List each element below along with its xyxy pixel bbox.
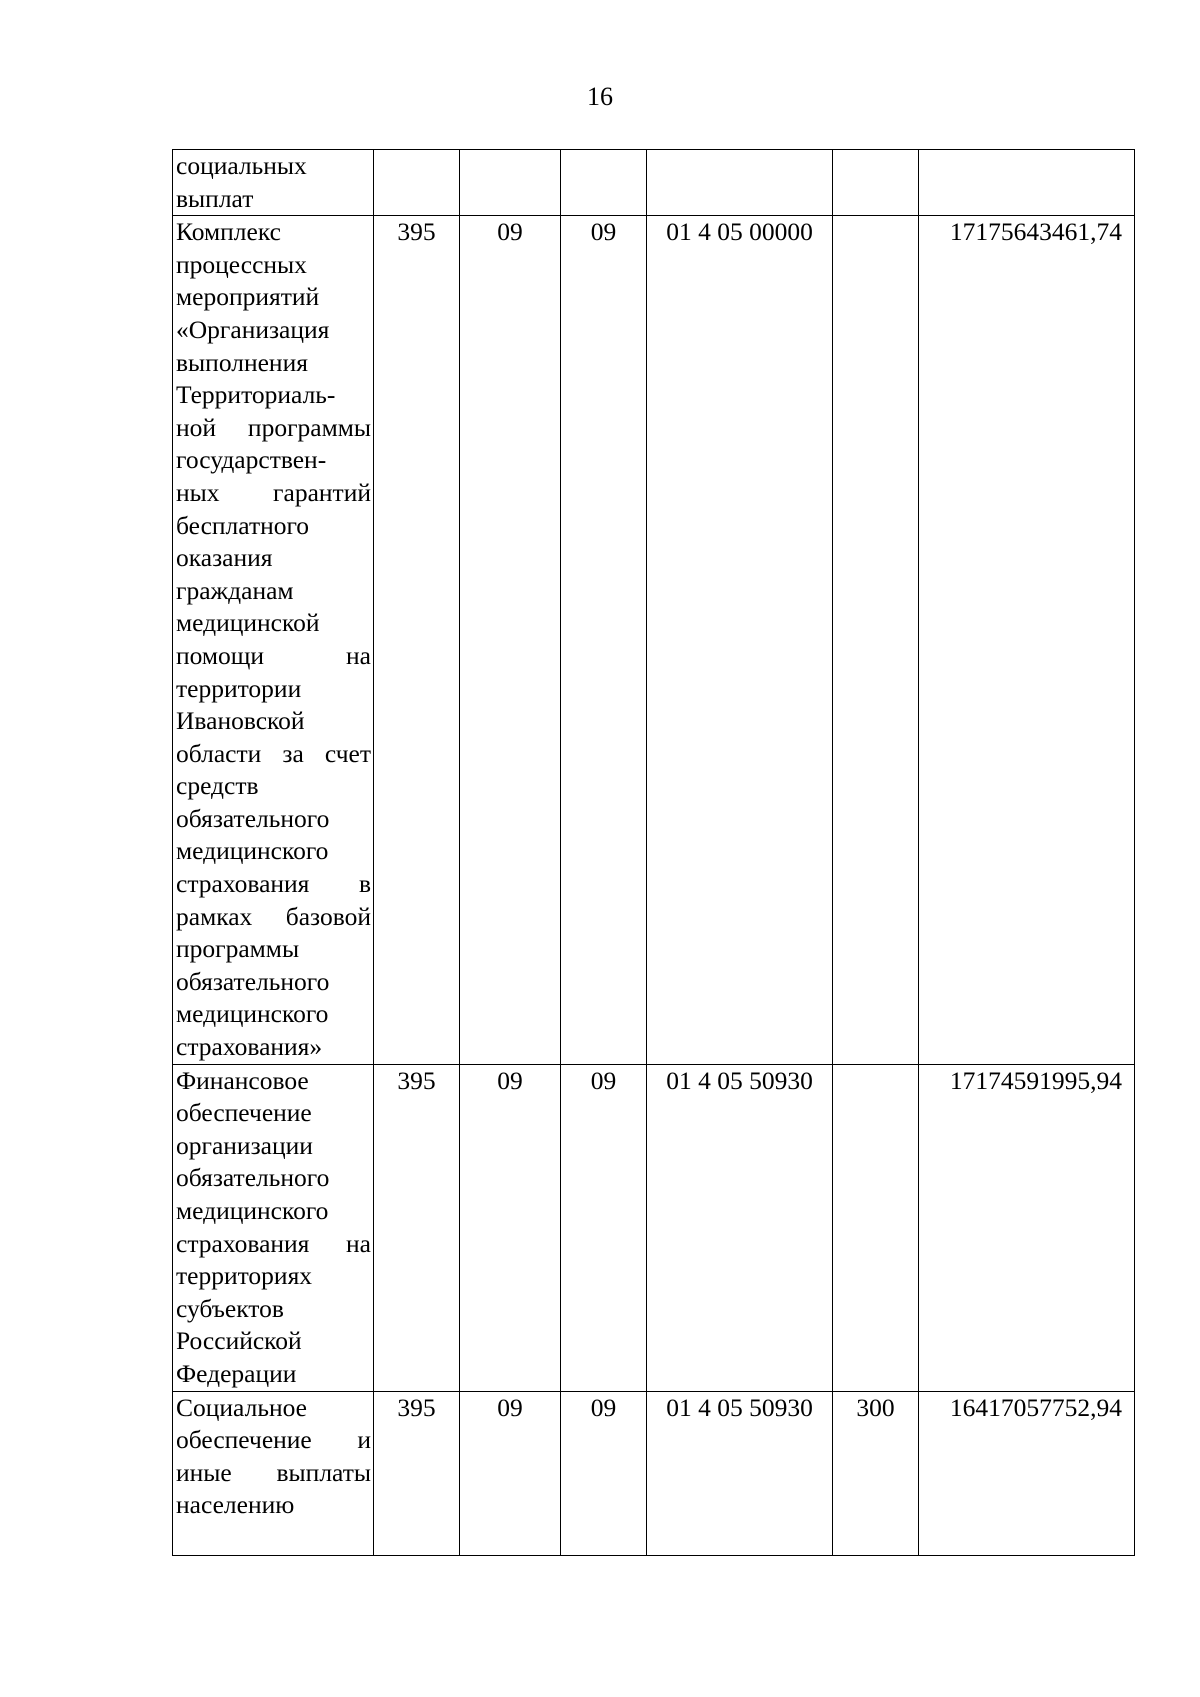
- table-row: [173, 150, 1135, 216]
- item-name-cell: [173, 1391, 374, 1555]
- item-name-line: обязательного: [176, 1163, 330, 1193]
- item-name-line: организации: [176, 1130, 313, 1160]
- subsection-code-cell: 09: [561, 1391, 647, 1555]
- item-name-line: Социальное: [176, 1392, 307, 1422]
- item-name-line: страхования»: [176, 1032, 323, 1062]
- item-name-line: страхования на: [176, 1228, 371, 1258]
- item-name-line: мероприятий: [176, 282, 320, 312]
- item-name-line: ной программы: [176, 412, 371, 442]
- target-code-cell: 01 4 05 00000: [647, 216, 833, 1064]
- amount-cell: [919, 150, 1135, 216]
- admin-code-cell: 395: [374, 1391, 460, 1555]
- item-name-line: рамках базовой: [176, 901, 371, 931]
- item-name-cell: [173, 1064, 374, 1391]
- item-name-line: помощи на: [176, 640, 371, 670]
- expense-type-cell: 300: [833, 1391, 919, 1555]
- expense-type-cell: [833, 150, 919, 216]
- item-name-line: обязательного: [176, 966, 330, 996]
- section-code-cell: [460, 150, 561, 216]
- item-name-line: обязательного: [176, 803, 330, 833]
- target-code-cell: 01 4 05 50930: [647, 1064, 833, 1391]
- section-code-cell: 09: [460, 1391, 561, 1555]
- item-name-line: процессных: [176, 249, 307, 279]
- target-code-cell: 01 4 05 50930: [647, 1391, 833, 1555]
- item-name-line: населению: [176, 1490, 295, 1520]
- admin-code-cell: 395: [374, 216, 460, 1064]
- section-code-cell: 09: [460, 216, 561, 1064]
- item-name-line: Территориаль-: [176, 380, 336, 410]
- item-name-line: субъектов: [176, 1293, 284, 1323]
- item-name-line: Финансовое: [176, 1065, 309, 1095]
- target-code-cell: [647, 150, 833, 216]
- item-name-line: страхования в: [176, 869, 371, 899]
- amount-cell: 16417057752,94: [919, 1391, 1135, 1555]
- item-name-line: средств: [176, 771, 259, 801]
- item-name-line: бесплатного: [176, 510, 310, 540]
- table-row: [173, 1391, 1135, 1555]
- item-name-line: обеспечение: [176, 1098, 312, 1128]
- item-name-line: медицинского: [176, 836, 329, 866]
- item-name-line: обеспечение и: [176, 1425, 371, 1455]
- amount-cell: 17174591995,94: [919, 1064, 1135, 1391]
- subsection-code-cell: [561, 150, 647, 216]
- item-name-line: Комплекс: [176, 217, 281, 247]
- subsection-code-cell: 09: [561, 1064, 647, 1391]
- item-name-line: территориях: [176, 1261, 313, 1291]
- expense-type-cell: [833, 216, 919, 1064]
- item-name-line: выплат: [176, 183, 254, 213]
- expense-type-cell: [833, 1064, 919, 1391]
- item-name-line: Ивановской: [176, 706, 305, 736]
- item-name-line: области за счет: [176, 738, 371, 768]
- item-name-line: «Организация: [176, 314, 330, 344]
- item-name-line: медицинского: [176, 1196, 329, 1225]
- item-name-cell: [173, 216, 374, 1064]
- admin-code-cell: 395: [374, 1064, 460, 1391]
- item-name-line: иные выплаты: [176, 1457, 371, 1487]
- amount-cell: 17175643461,74: [919, 216, 1135, 1064]
- table-row: [173, 1064, 1135, 1391]
- item-name-line: медицинского: [176, 999, 329, 1029]
- table-row: [173, 216, 1135, 1064]
- page-number: 16: [587, 82, 613, 111]
- item-name-line: Российской: [176, 1326, 302, 1356]
- section-code-cell: 09: [460, 1064, 561, 1391]
- item-name-line: социальных: [176, 151, 307, 180]
- item-name-line: оказания: [176, 543, 273, 573]
- item-name-line: государствен-: [176, 445, 327, 475]
- item-name-line: гражданам: [176, 575, 294, 605]
- item-name-line: выполнения: [176, 347, 308, 377]
- item-name-line: ных гарантий: [176, 477, 371, 507]
- item-name-line: программы: [176, 934, 300, 964]
- budget-table: [172, 149, 1135, 1556]
- item-name-line: Федерации: [176, 1358, 297, 1388]
- admin-code-cell: [374, 150, 460, 216]
- subsection-code-cell: 09: [561, 216, 647, 1064]
- item-name-line: территории: [176, 673, 302, 703]
- item-name-cell: [173, 150, 374, 216]
- item-name-line: медицинской: [176, 608, 320, 638]
